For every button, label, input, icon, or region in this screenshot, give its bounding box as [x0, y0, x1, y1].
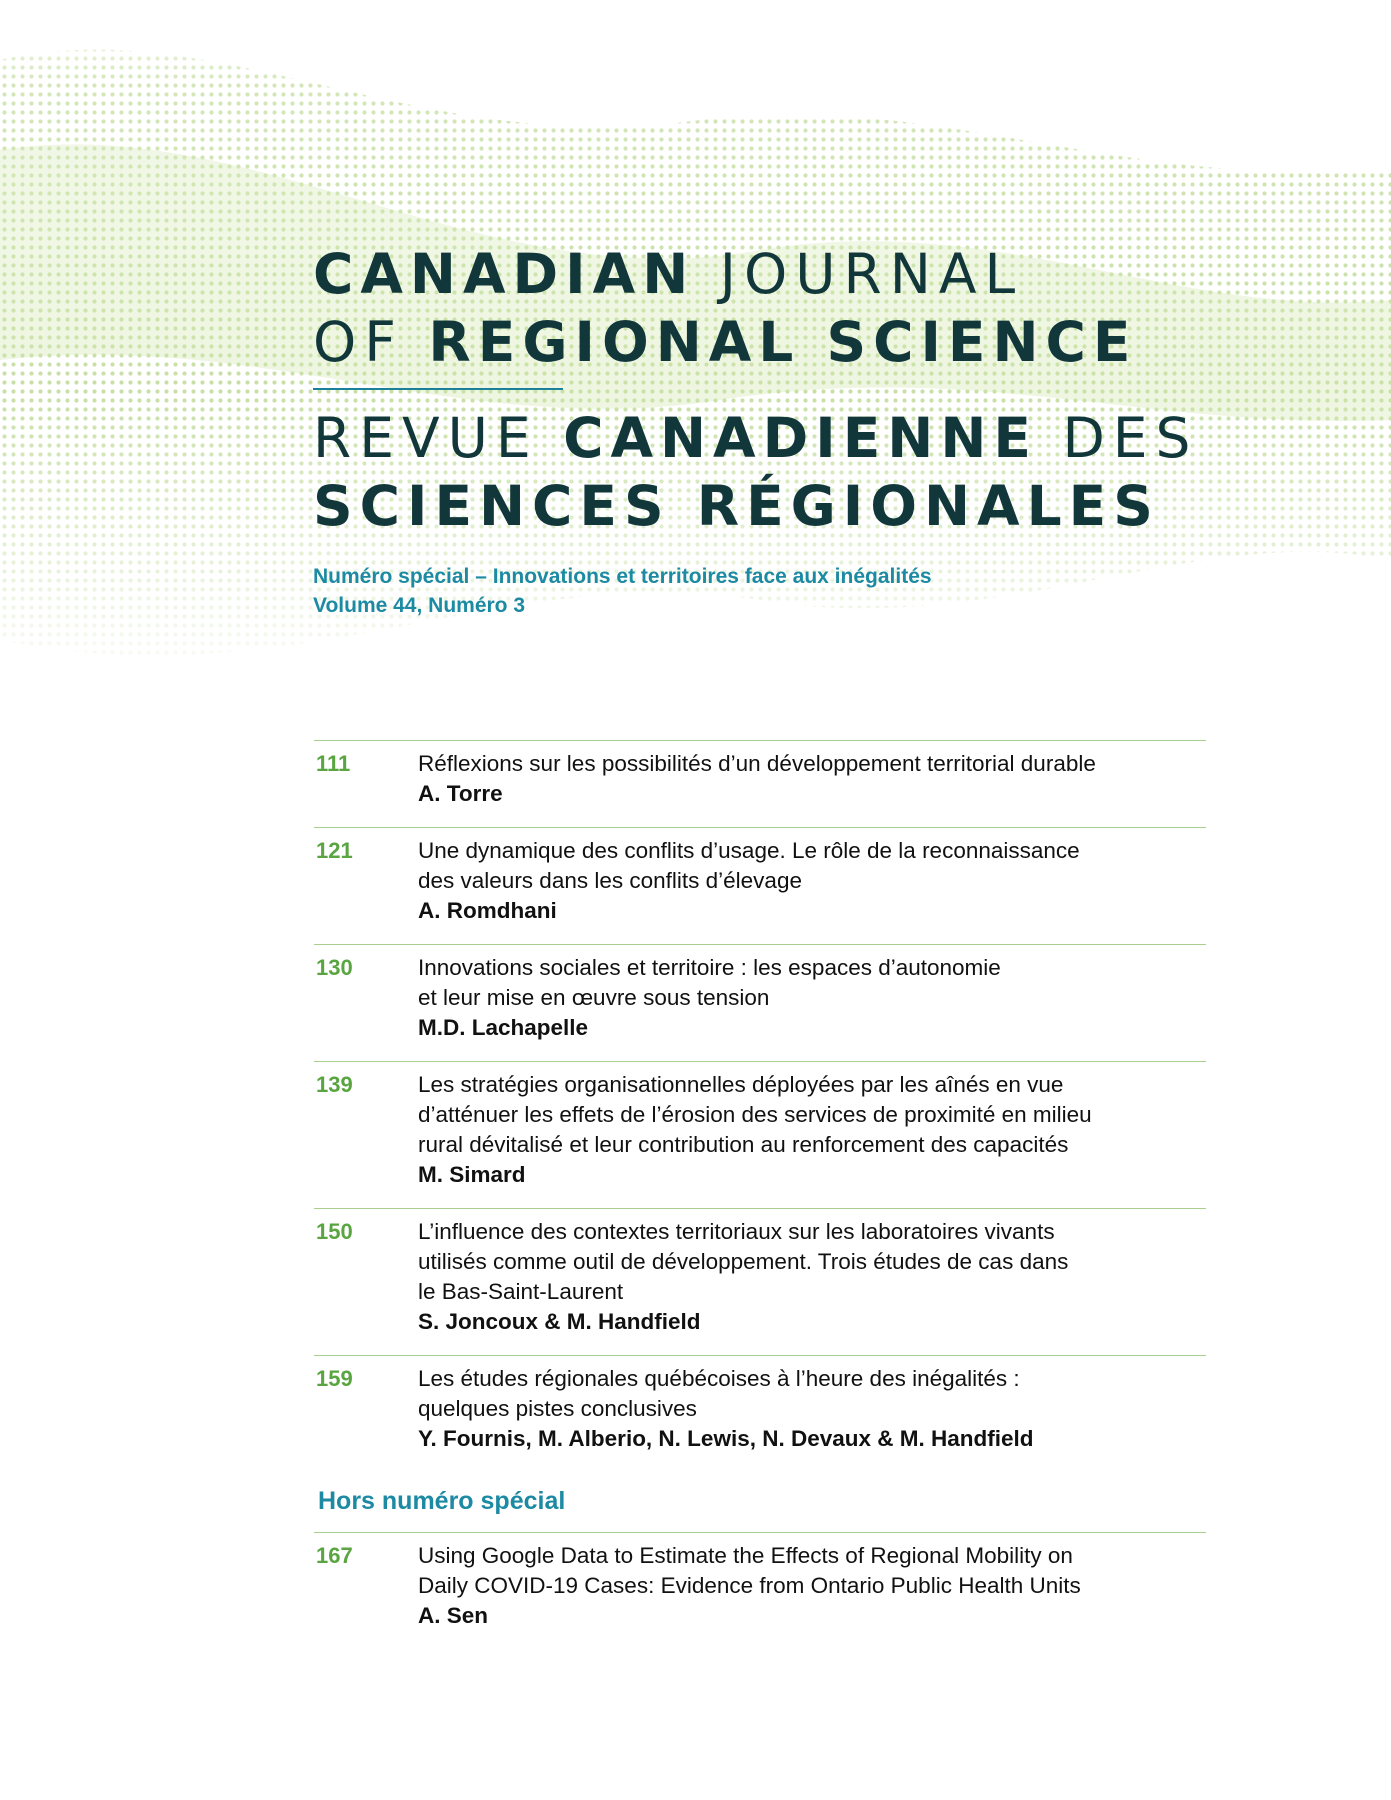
journal-title-fr-line1 [313, 404, 1373, 472]
toc-page-number: 121 [316, 838, 353, 863]
title-word-canadienne: CANADIENNE [563, 406, 1038, 470]
title-words-sciences-regionales: SCIENCES RÉGIONALES [313, 474, 1160, 538]
title-word-revue: REVUE [313, 406, 539, 470]
toc-page-number: 130 [316, 955, 353, 980]
title-words-regional-science: REGIONAL SCIENCE [428, 310, 1138, 374]
toc-authors: A. Sen [418, 1603, 489, 1628]
toc-page-number: 150 [316, 1219, 353, 1244]
special-issue-title: Numéro spécial – Innovations et territoires face aux inégalités [313, 565, 932, 588]
toc-authors: A. Romdhani [418, 898, 557, 923]
volume-number: Volume 44, Numéro 3 [313, 594, 526, 617]
toc-entry[interactable] [314, 944, 1206, 1061]
toc-page-number: 159 [316, 1366, 353, 1391]
toc-article-title: Les stratégies organisationnelles déployées par les aînés en vue d’atténuer les effets de l’érosion des services de proximité en milieu rural dévitalisé et leur contribution au renforcement des capacités [418, 1072, 1092, 1157]
toc-page-number: 111 [316, 751, 351, 776]
title-word-canadian: CANADIAN [313, 242, 696, 306]
issue-info [313, 562, 1373, 620]
toc-article-title: Une dynamique des conflits d’usage. Le rôle de la reconnaissance des valeurs dans les conflits d’élevage [418, 838, 1080, 893]
toc-entry[interactable] [314, 1532, 1206, 1631]
section-heading-hors-numero: Hors numéro spécial [318, 1487, 566, 1515]
toc-authors: M.D. Lachapelle [418, 1015, 589, 1040]
table-of-contents [314, 740, 1206, 1631]
toc-authors: Y. Fournis, M. Alberio, N. Lewis, N. Devaux & M. Handfield [418, 1426, 1034, 1451]
title-word-des: DES [1062, 406, 1199, 470]
toc-article-title: L’influence des contextes territoriaux sur les laboratoires vivants utilisés comme outil de développement. Trois études de cas dans le Bas-Saint-Laurent [418, 1219, 1069, 1304]
toc-entry[interactable] [314, 740, 1206, 827]
toc-authors: M. Simard [418, 1162, 526, 1187]
toc-entry[interactable] [314, 827, 1206, 944]
journal-title-en-line2 [313, 308, 1373, 376]
toc-article-title: Réflexions sur les possibilités d’un développement territorial durable [418, 751, 1096, 776]
toc-article-title: Using Google Data to Estimate the Effects of Regional Mobility on Daily COVID-19 Cases: Evidence from Ontario Public Health Units [418, 1543, 1081, 1598]
journal-title-en-line1 [313, 240, 1373, 308]
toc-entry[interactable] [314, 1355, 1206, 1472]
toc-authors: S. Joncoux & M. Handfield [418, 1309, 701, 1334]
title-divider [313, 388, 563, 390]
toc-entry[interactable] [314, 1061, 1206, 1208]
toc-page-number: 167 [316, 1543, 353, 1568]
toc-entry[interactable] [314, 1208, 1206, 1355]
journal-title-fr-line2 [313, 472, 1373, 540]
toc-page-number: 139 [316, 1072, 353, 1097]
toc-article-title: Innovations sociales et territoire : les espaces d’autonomie et leur mise en œuvre sous tension [418, 955, 1001, 1010]
title-word-journal: JOURNAL [719, 242, 1024, 306]
toc-article-title: Les études régionales québécoises à l’heure des inégalités : quelques pistes conclusives [418, 1366, 1020, 1421]
title-word-of: OF [313, 310, 404, 374]
toc-authors: A. Torre [418, 781, 503, 806]
journal-masthead [313, 240, 1373, 620]
